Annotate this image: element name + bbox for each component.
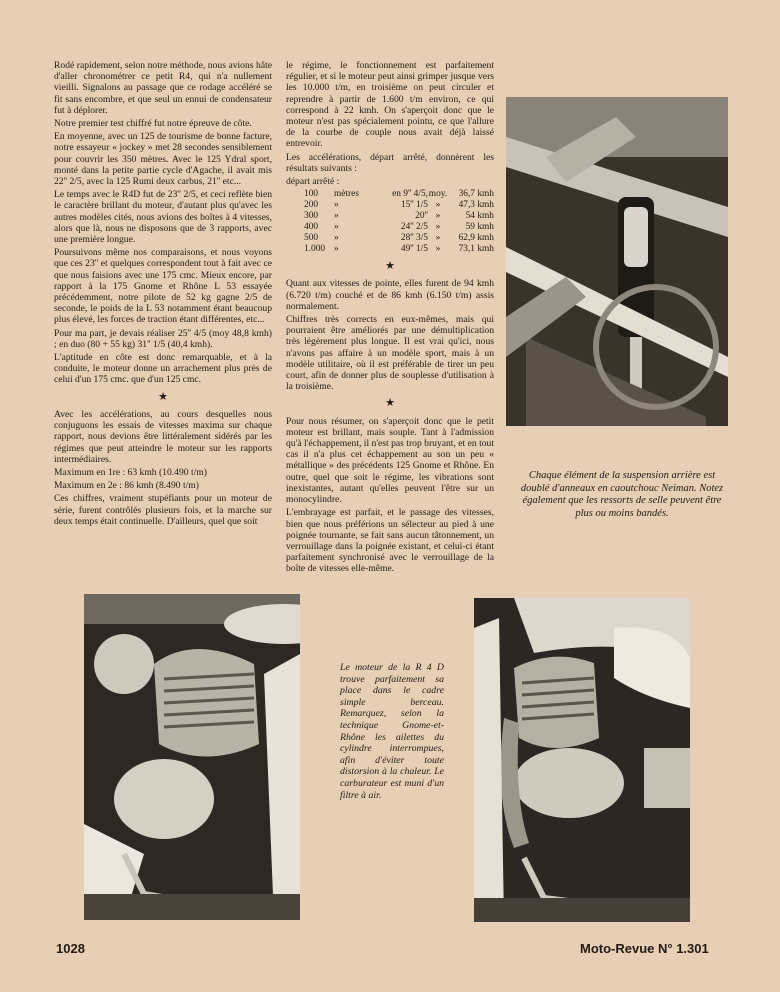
paragraph: Rodé rapidement, selon notre méthode, nous avions hâte d'aller chronométrer ce petit R4, qui n'a nullement vieilli. Signalons au passage que ce rodage accéléré se fit sans encombre, et que seul un ennui de condensateur fut à déplorer. — [54, 60, 272, 116]
paragraph: Pour ma part, je devais réaliser 25'' 4/5 (moy 48,8 kmh) ; en duo (80 + 55 kg) 31'' 1/5 (40,4 kmh). — [54, 327, 272, 350]
paragraph: Chiffres très corrects en eux-mêmes, mais qui pourraient être améliorés par une démultiplication très légèrement plus longue. Il est vrai qu'ici, nous n'avons pas affaire à un modèle sport, mais à un modèle utilitaire, où il est préférable de tirer un peu court, afin de donner plus de souplesse d'utilisation à la troisième. — [286, 314, 494, 393]
acceleration-table — [304, 189, 494, 255]
paragraph: Avec les accélérations, au cours desquelles nous conjuguons les essais de vitesses maxima sur chaque rapport, nous devions être littéralement sidérés par les régimes que peut atteindre le moteur sur les rapports intermédiaires. — [54, 408, 272, 465]
paragraph: Ces chiffres, vraiment stupéfiants pour un moteur de série, furent contrôlés plusieurs fois, et la marche sur deux temps était continuelle. D'ailleurs, quel que soit — [54, 493, 272, 527]
paragraph: Le temps avec le R4D fut de 23'' 2/5, et ceci reflète bien le caractère brillant du moteur, d'autant plus qu'avec les autres modèles cités, nous avions des boîtes à 4 vitesses, alors que là, nous ne disposons que de 3 rapports, avec une première longue. — [54, 189, 272, 246]
table-row: 300 » 20'' » 54 kmh — [304, 211, 494, 222]
paragraph: le régime, le fonctionnement est parfaitement régulier, et si le moteur peut ainsi grimper jusque vers les 10.000 t/m, en troisième on peut circuler et reprendre à partir de 1.600 t/m environ, ce qui correspond à 22 kmh. On s'aperçoit donc que le moteur n'est pas spécialement pointu, ce que l'allure de la courbe de couple nous avait déjà laissé entrevoir. — [286, 60, 494, 150]
paragraph: Quant aux vitesses de pointe, elles furent de 94 kmh (6.720 t/m) couché et de 86 kmh (6.150 t/m) assis normalement. — [286, 278, 494, 312]
column-1 — [54, 60, 272, 529]
paragraph: Maximum en 2e : 86 kmh (8.490 t/m) — [54, 480, 199, 492]
engine-photo-left — [84, 594, 300, 920]
paragraph: Les accélérations, départ arrêté, donnèrent les résultats suivants : — [286, 151, 494, 174]
paragraph: Maximum en 1re : 63 kmh (10.490 t/m) — [54, 466, 207, 478]
table-row: 500 » 28'' 3/5 » 62,9 kmh — [304, 233, 494, 244]
star-separator: ★ — [385, 260, 395, 273]
suspension-caption: Chaque élément de la suspension arrière est doublé d'anneaux en caoutchouc Neiman. Notez également que les ressorts de selle peuvent être plus ou moins bandés. — [520, 470, 724, 519]
paragraph: L'aptitude en côte est donc remarquable, et à la conduite, le moteur donne un arrachement plus près de celui d'un 175 cmc. que d'un 125 cmc. — [54, 352, 272, 386]
table-row: 1.000 » 49'' 1/5 » 73,1 kmh — [304, 244, 494, 255]
table-row: 200 » 15'' 1/5 » 47,3 kmh — [304, 200, 494, 211]
paragraph: Poursuivons même nos comparaisons, et nous voyons que ces 23'' et quelques correspondent tout à fait avec ce que nous faisions avec une 175 cmc. Mieux encore, par rapport à la 175 Gnome et Rhône L 53 essayée précédemment, notre pilote de 52 kg gagne 2/5 de seconde, le poids de la L 53 notamment étant beaucoup plus élevé, les forces de traction étant différentes, etc... — [54, 247, 272, 326]
table-row: 400 » 24'' 2/5 » 59 kmh — [304, 222, 494, 233]
column-2 — [286, 60, 494, 577]
engine-caption: Le moteur de la R 4 D trouve parfaitement sa place dans le cadre simple berceau. Remarquez, selon la technique Gnome-et-Rhône les ailettes du cylindre interrompues, afin d'éviter toute distorsion à la chaleur. Le carburateur est muni d'un filtre à air. — [340, 662, 444, 801]
paragraph: En moyenne, avec un 125 de tourisme de bonne facture, notre essayeur « jockey » met 28 secondes sensiblement pour couvrir les 350 mètres. Avec le 125 Ydral sport, monté dans la petite partie cycle d'Agache, il avait mis 22'' 2/5, avec la 125 Rumi deux carbus, 21'' etc... — [54, 131, 272, 188]
paragraph: départ arrêté : — [286, 176, 340, 188]
paragraph: L'embrayage est parfait, et le passage des vitesses, bien que nous préférions un sélecteur au pied à une poignée tournante, se fait sans aucun tâtonnement, un verrouillage dans la poignée existant, et celui-ci étant parfaitement synchronisé avec le verrouillage de la boîte de vitesses elle-même. — [286, 507, 494, 575]
engine-photo-right — [474, 598, 690, 922]
suspension-photo — [506, 97, 728, 426]
star-separator: ★ — [158, 390, 168, 403]
paragraph: Notre premier test chiffré fut notre épreuve de côte. — [54, 118, 252, 130]
magazine-issue: Moto-Revue N° 1.301 — [580, 941, 709, 956]
page-number: 1028 — [56, 941, 85, 956]
star-separator: ★ — [385, 397, 395, 410]
paragraph: Pour nous résumer, on s'aperçoit donc que le petit moteur est brillant, mais souple. Tant à l'admission qu'à l'échappement, il n'est pas trop bruyant, et en tout cas il n'a plus cet échappement au son un peu « métallique » des précédents 125 Gnome et Rhône. En outre, quel que soit le régime, les vibrations sont inexistantes, autant qu'elles peuvent l'être sur un monocylindre. — [286, 415, 494, 506]
table-row: 100 mètres en 9'' 4/5, moy. 36,7 kmh — [304, 189, 494, 200]
